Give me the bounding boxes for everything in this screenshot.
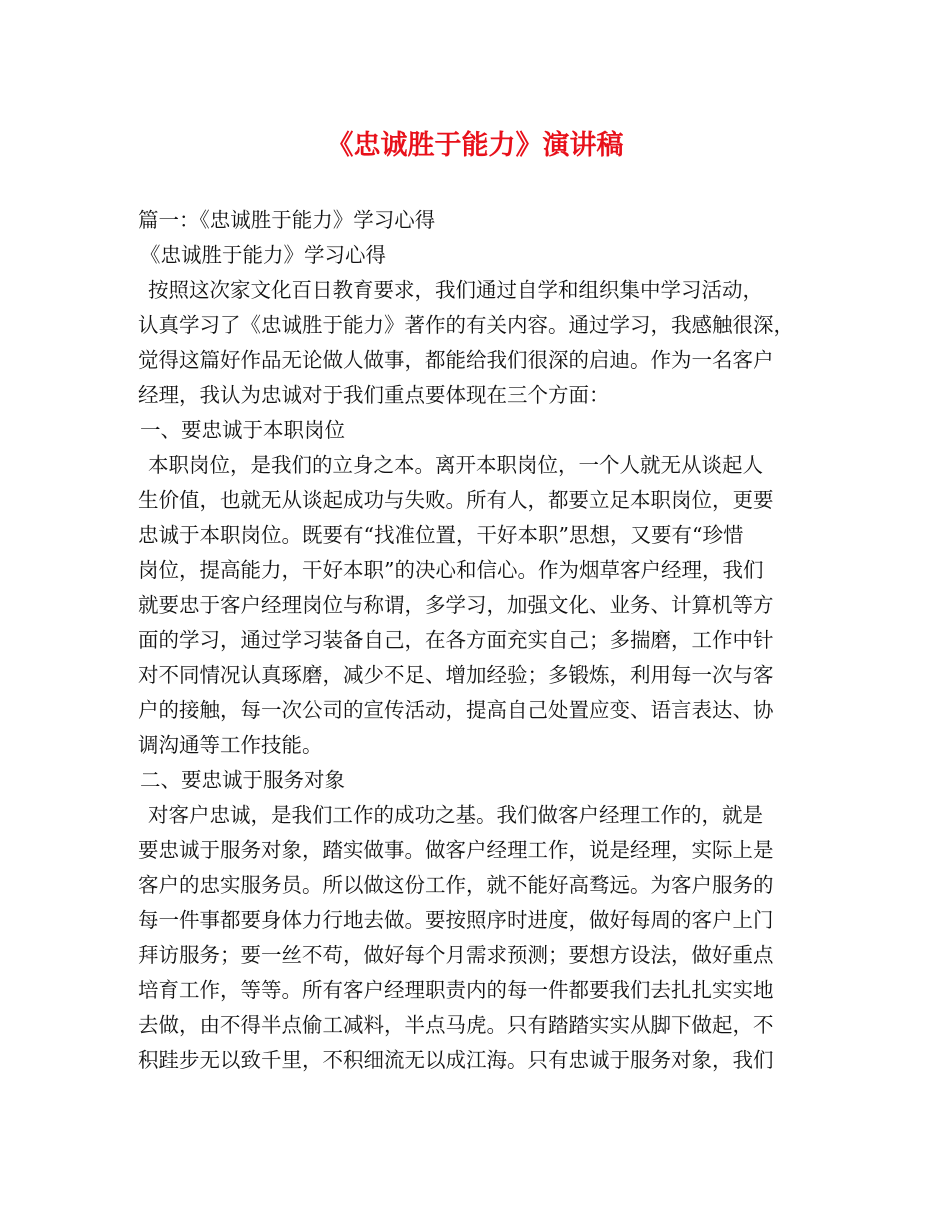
- text-line: 对不同情况认真琢磨，减少不足、增加经验；多锻炼，利用每一次与客: [138, 663, 774, 687]
- document-title: 《忠诚胜于能力》演讲稿: [326, 130, 624, 161]
- text-line: 按照这次家文化百日教育要求，我们通过自学和组织集中学习活动，: [148, 278, 763, 302]
- text-line: 认真学习了《忠诚胜于能力》著作的有关内容。通过学习，我感触很深，: [138, 313, 794, 337]
- text-line: 每一件事都要身体力行地去做。要按照序时进度，做好每周的客户上门: [138, 908, 774, 932]
- document-body: [138, 203, 818, 1078]
- text-line: 就要忠于客户经理岗位与称谓，多学习，加强文化、业务、计算机等方: [138, 593, 774, 617]
- text-line: 去做，由不得半点偷工减料，半点马虎。只有踏踏实实从脚下做起，不: [138, 1013, 774, 1037]
- section-heading: 一、要忠诚于本职岗位: [140, 418, 345, 442]
- text-line: 客户的忠实服务员。所以做这份工作，就不能好高骛远。为客户服务的: [138, 873, 774, 897]
- text-line: 忠诚于本职岗位。既要有“找准位置，干好本职”思想，又要有“珍惜: [138, 523, 744, 547]
- section-heading: 二、要忠诚于服务对象: [140, 768, 345, 792]
- text-line: 对客户忠诚，是我们工作的成功之基。我们做客户经理工作的，就是: [148, 803, 763, 827]
- text-line: 经理，我认为忠诚对于我们重点要体现在三个方面：: [138, 383, 610, 407]
- text-line: 《忠诚胜于能力》学习心得: [140, 243, 386, 267]
- text-line: 拜访服务；要一丝不苟，做好每个月需求预测；要想方设法，做好重点: [138, 943, 774, 967]
- text-line: 本职岗位，是我们的立身之本。离开本职岗位，一个人就无从谈起人: [148, 453, 763, 477]
- text-line: 调沟通等工作技能。: [138, 733, 323, 757]
- text-line: 户的接触，每一次公司的宣传活动，提高自己处置应变、语言表达、协: [138, 698, 774, 722]
- text-line: 岗位，提高能力，干好本职”的决心和信心。作为烟草客户经理，我们: [138, 558, 764, 582]
- text-line: 篇一：《忠诚胜于能力》学习心得: [138, 208, 436, 232]
- text-line: 培育工作，等等。所有客户经理职责内的每一件都要我们去扎扎实实地: [138, 978, 774, 1002]
- text-line: 觉得这篇好作品无论做人做事，都能给我们很深的启迪。作为一名客户: [138, 348, 774, 372]
- text-line: 生价值，也就无从谈起成功与失败。所有人，都要立足本职岗位，更要: [138, 488, 774, 512]
- text-line: 要忠诚于服务对象，踏实做事。做客户经理工作，说是经理，实际上是: [138, 838, 774, 862]
- text-line: 面的学习，通过学习装备自己，在各方面充实自己；多揣磨，工作中针: [138, 628, 774, 652]
- text-line: 积跬步无以致千里，不积细流无以成江海。只有忠诚于服务对象，我们: [138, 1048, 774, 1072]
